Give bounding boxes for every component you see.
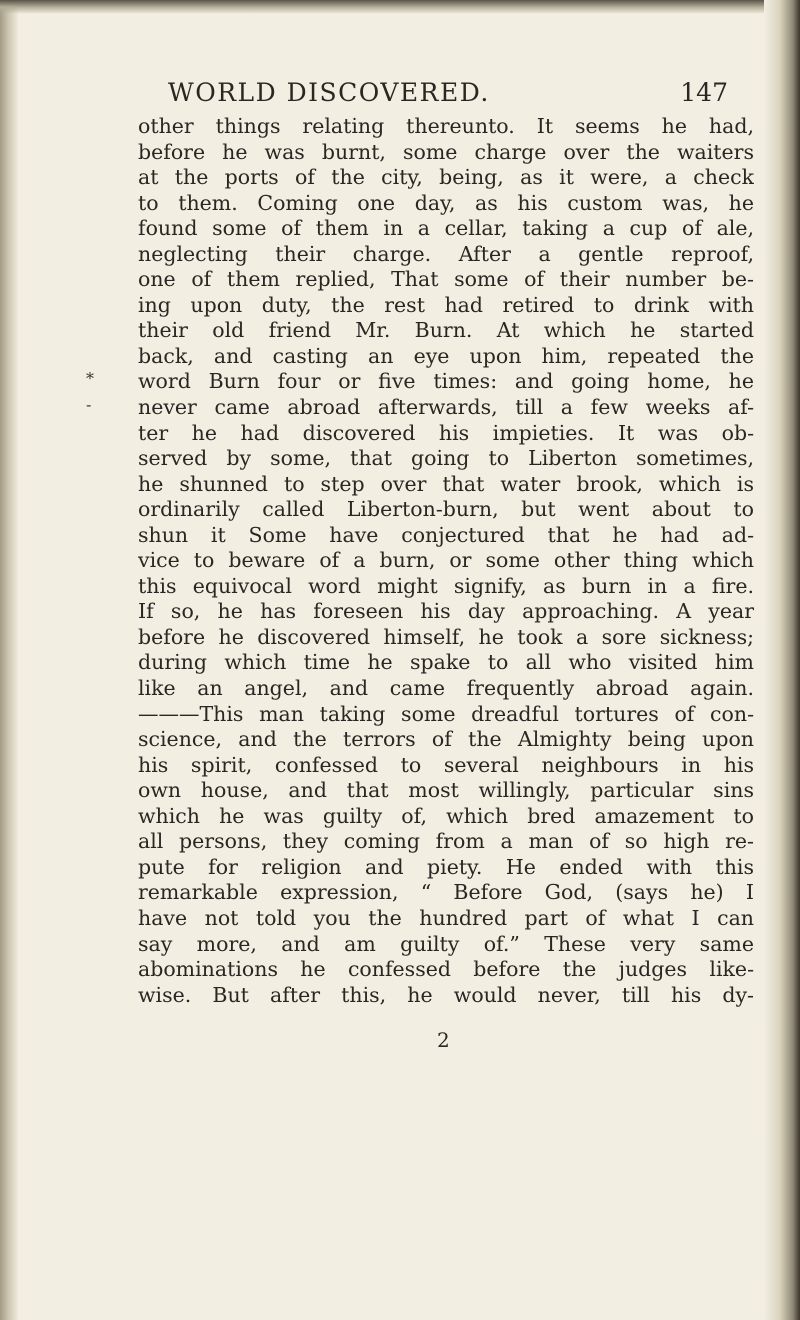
signature-mark: 2: [437, 1028, 450, 1052]
text-line: remarkable expression, “ Before God, (says he) I: [138, 880, 754, 905]
text-line: at the ports of the city, being, as it were, a check: [138, 165, 754, 190]
page-edge: [764, 0, 800, 1320]
text-line: which he was guilty of, which bred amazement to: [138, 803, 754, 828]
text-line: this equivocal word might signify, as burn in a fire.: [138, 573, 754, 598]
text-line: wise. But after this, he would never, till his dy-: [138, 982, 754, 1007]
text-line: vice to beware of a burn, or some other thing which: [138, 548, 754, 573]
text-line: ———This man taking some dreadful tortures of con-: [138, 701, 754, 726]
binding-shadow: [0, 0, 18, 1320]
page-header: [168, 78, 728, 114]
page-number: 147: [680, 78, 728, 107]
text-line: abominations he confessed before the judges like-: [138, 957, 754, 982]
text-line: back, and casting an eye upon him, repeated the: [138, 343, 754, 368]
text-line: found some of them in a cellar, taking a cup of ale,: [138, 216, 754, 241]
text-line: have not told you the hundred part of what I can: [138, 905, 754, 930]
text-line: their old friend Mr. Burn. At which he started: [138, 318, 754, 343]
text-line: all persons, they coming from a man of so high re-: [138, 829, 754, 854]
text-line: other things relating thereunto. It seems he had,: [138, 114, 754, 138]
text-line: before he discovered himself, he took a sore sickness;: [138, 624, 754, 649]
text-line: served by some, that going to Liberton sometimes,: [138, 446, 754, 471]
text-line: ordinarily called Liberton-burn, but went about to: [138, 497, 754, 522]
text-line: say more, and am guilty of.” These very same: [138, 931, 754, 956]
text-line: shun it Some have conjectured that he had ad-: [138, 522, 754, 547]
running-head: WORLD DISCOVERED.: [168, 78, 490, 107]
text-line: like an angel, and came frequently abroad again.: [138, 676, 754, 701]
text-line: to them. Coming one day, as his custom was, he: [138, 190, 754, 215]
text-line: he shunned to step over that water brook, which is: [138, 471, 754, 496]
text-line: during which time he spake to all who visited him: [138, 650, 754, 675]
text-line: never came abroad afterwards, till a few weeks af-: [138, 395, 754, 420]
body-text: [138, 114, 754, 1008]
text-line: If so, he has foreseen his day approaching. A year: [138, 599, 754, 624]
text-line: own house, and that most willingly, particular sins: [138, 778, 754, 803]
text-line: word Burn four or five times: and going home, he: [138, 369, 754, 394]
text-line: neglecting their charge. After a gentle reproof,: [138, 241, 754, 266]
text-line: pute for religion and piety. He ended with this: [138, 854, 754, 879]
text-line: science, and the terrors of the Almighty being upon: [138, 727, 754, 752]
text-line: before he was burnt, some charge over the waiters: [138, 139, 754, 164]
text-line: ter he had discovered his impieties. It was ob-: [138, 420, 754, 445]
margin-mark: *: [86, 369, 94, 388]
top-edge-shadow: [0, 0, 800, 14]
text-line: his spirit, confessed to several neighbours in his: [138, 752, 754, 777]
text-line: one of them replied, That some of their number be-: [138, 267, 754, 292]
margin-mark: -: [86, 395, 92, 414]
text-line: ing upon duty, the rest had retired to drink with: [138, 292, 754, 317]
